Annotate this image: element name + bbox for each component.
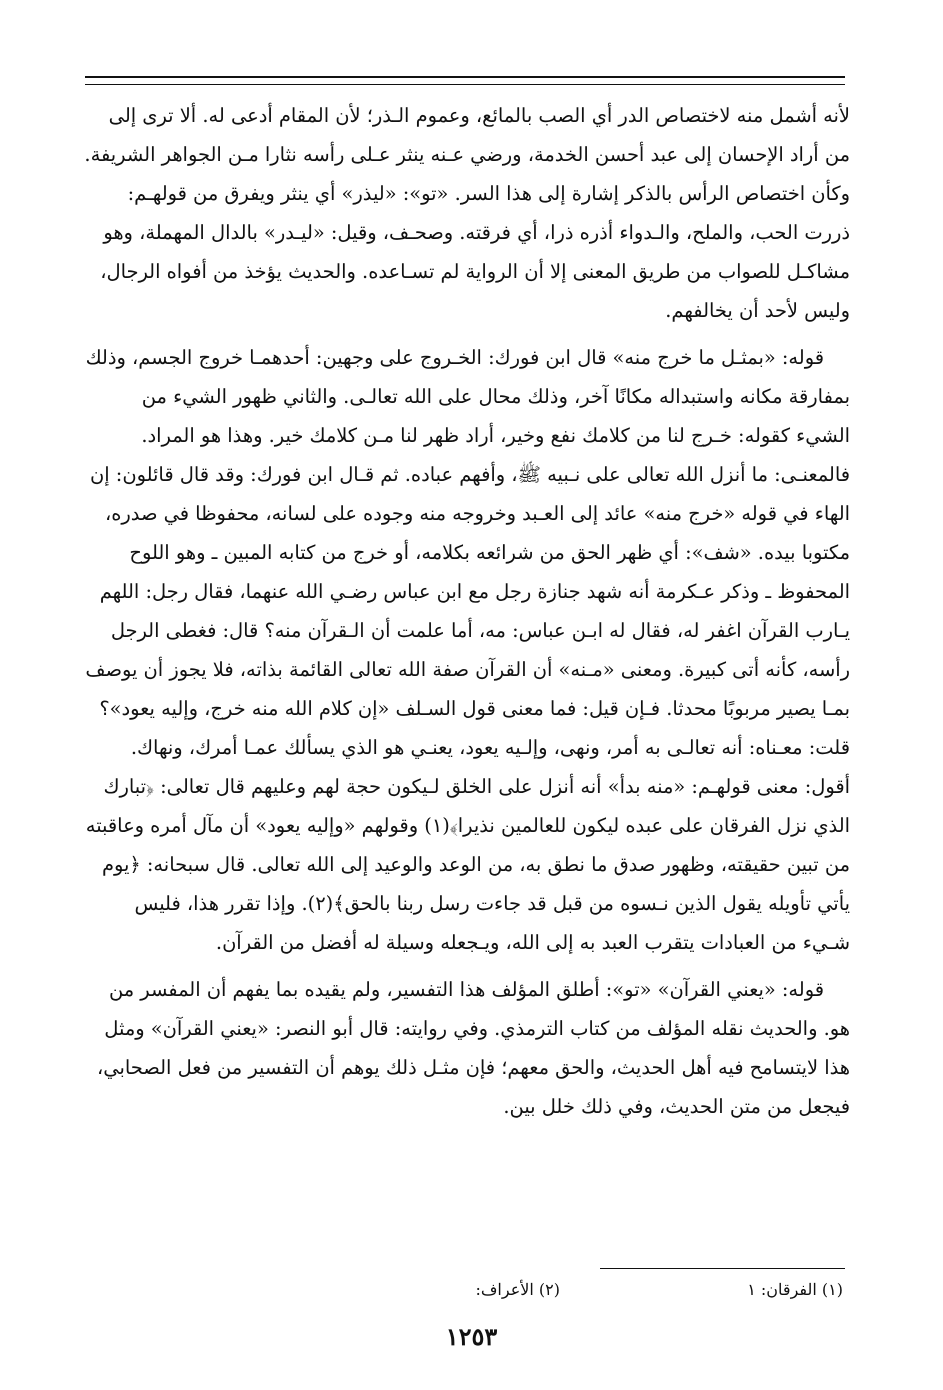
paragraph-2: قوله: «بمثـل ما خرج منه» قال ابن فورك: الخـروج على وجهين: أحدهمـا خروج الجسم، وذلك بمفارقة مكانه واستبداله مكانًا آخر، وذلك محال على الله تعالـى. والثاني ظهور الشيء من الشيء كقوله: خـرج لنا من كلامك نفع وخير، أراد ظهر لنا مـن كلامك خير. وهذا هو المراد. فالمعنـى: ما أنزل الله تعالى على نـبيه ﷺ، وأفهم عباده. ثم قـال ابن فورك: وقد قال قائلون: إن الهاء في قوله «خرج منه» عائد إلى العـبد وخروجه منه وجوده على لسانه، محفوظا في صدره، مكتوبا بيده. «شف»: أي ظهر الحق من شرائعه بكلامه، أو خرج من كتابه المبين ـ وهو اللوح المحفوظ ـ وذكر عـكرمة أنه شهد جنازة رجل مع ابن عباس رضـي الله عنهما، فقال رجل: اللهم يـارب القرآن اغفر له، فقال له ابـن عباس: مه، أما علمت أن الـقرآن منه؟ قال: فغطى الرجل رأسه، كأنه أتى كبيرة. ومعنى «مـنه» أن القرآن صفة الله تعالى القائمة بذاته، فلا يجوز أن يوصف بمـا يصير مربوبًا محدثا. فـإن قيل: فما معنى قول السـلف «إن كلام الله منه خرج، وإليه يعود»؟ قلت: معـناه: أنه تعالـى به أمر، ونهى، وإلـيه يعود، يعنـي هو الذي يسألك عمـا أمرك، ونهاك. أقول: معنى قولهـم: «منه بدأ» أنه أنزل على الخلق لـيكون حجة لهم وعليهم قال تعالى: ﴿تبارك الذي نزل الفرقان على عبده ليكون للعالمين نذيرا﴾(١) وقولهم «وإليه يعود» أن مآل أمره وعاقبته من تبين حقيقته، وظهور صدق ما نطق به، من الوعد والوعيد إلى الله تعالى. قال سبحانه: ﴿يوم يأتي تأويله يقول الذين نـسوه من قبل قد جاءت رسل ربنا بالحق﴾(٢). وإذا تقرر هذا، فليس شـيء من العبادات يتقرب العبد به إلى الله، ويـجعله وسيلة له أفضل من القرآن. (85, 346, 850, 954)
header-rule-thick (85, 76, 845, 78)
paragraph-3: قوله: «يعني القرآن» «تو»: أطلق المؤلف هذا التفسير، ولم يقيده بما يفهم أن المفسر من هو. والحديث نقله المؤلف من كتاب الترمذي. وفي روايته: قال أبو النصر: «يعني القرآن» ومثل هذا لايتسامح فيه أهل الحديث، والحق معهم؛ فإن مثـل ذلك يوهم أن التفسير من فعل الصحابي، فيجعل من متن الحديث، وفي ذلك خلل بين. (97, 978, 850, 1118)
paragraph-1: لأنه أشمل منه لاختصاص الدر أي الصب بالمائع، وعموم الـذر؛ لأن المقام أدعى له. ألا ترى إلى من أراد الإحسان إلى عبد أحسن الخدمة، ورضي عـنه ينثر عـلى رأسه نثارا مـن الجواهر الشريفة. وكأن اختصاص الرأس بالذكر إشارة إلى هذا السر. «تو»: «ليذر» أي ينثر ويفرق من قولهـم: ذررت الحب، والملح، والـدواء أذره ذرا، أي فرقته. وصحـف، وقيل: «ليـدر» بالدال المهملة، وهو مشاكـل للصواب من طريق المعنى إلا أن الرواية لم تسـاعده. والحديث يؤخذ من أفواه الرجال، وليس لأحد أن يخالفهم. (84, 104, 850, 322)
header-rule-thin (85, 84, 845, 85)
footnote-rule (600, 1268, 845, 1269)
footnote-1: (١) الفرقان: ١ (747, 1280, 843, 1299)
footnote-2: (٢) الأعراف: (475, 1280, 560, 1299)
page-number: ١٢٥٣ (445, 1322, 498, 1351)
commentary-text (82, 96, 850, 1251)
footnotes (243, 1276, 843, 1304)
